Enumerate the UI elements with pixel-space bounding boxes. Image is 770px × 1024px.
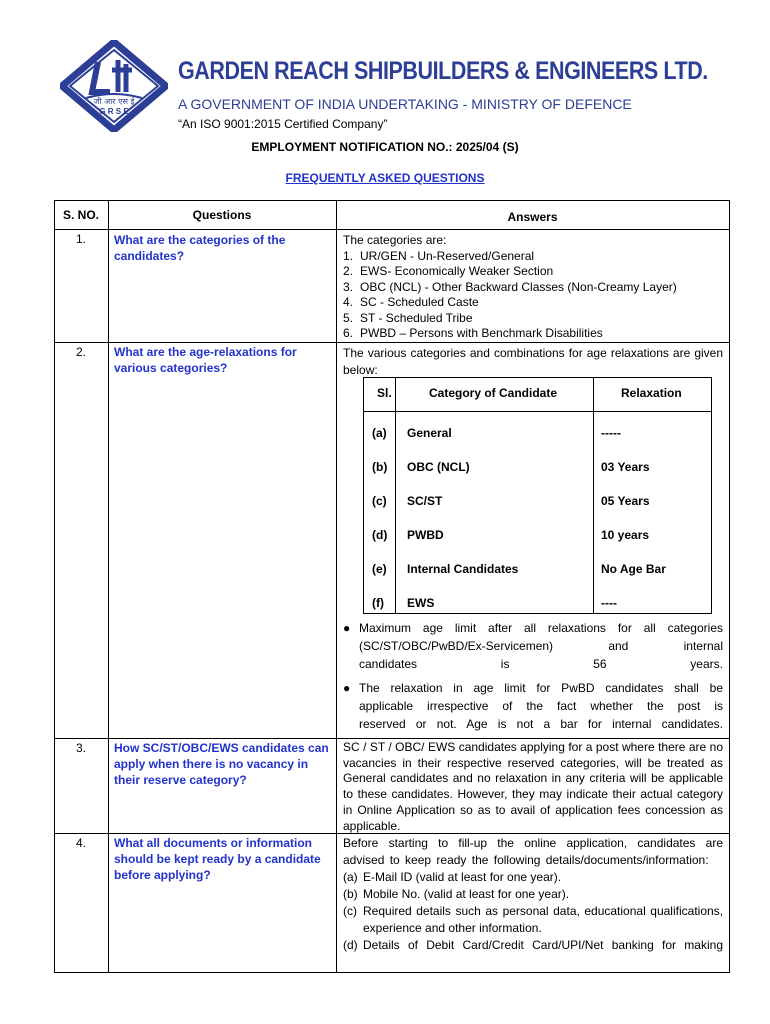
grse-logo <box>60 40 168 132</box>
row-1-answer <box>343 233 723 342</box>
row-1-sno: 1. <box>75 232 86 246</box>
relax-header-category: Category of Candidate <box>429 386 558 400</box>
table-row: 03 Years <box>601 460 650 474</box>
row-3-sno: 3. <box>75 741 86 755</box>
table-row: (d) <box>372 528 388 542</box>
list-item: 5. ST - Scheduled Tribe <box>343 310 473 325</box>
header-questions: Questions <box>192 208 252 222</box>
bullet-icon: ● <box>343 681 351 695</box>
table-row: (a) <box>372 426 387 440</box>
table-row: General <box>407 426 452 440</box>
table-row: (b) <box>372 460 388 474</box>
relax-header-relaxation: Relaxation <box>621 386 682 400</box>
table-row: (f) <box>372 596 384 610</box>
list-item: 3. OBC (NCL) - Other Backward Classes (Non-Creamy Layer) <box>343 279 677 294</box>
list-item: 6. PWBD – Persons with Benchmark Disabilities <box>343 326 603 340</box>
row-2-question: What are the age-relaxations for various categories? <box>114 345 297 375</box>
table-row: ---- <box>601 596 617 610</box>
table-row: 10 years <box>601 528 650 542</box>
table-row: PWBD <box>407 528 444 542</box>
header-answers: Answers <box>507 210 558 224</box>
table-row: SC/ST <box>407 494 443 508</box>
row-2-answer-intro: The various categories and combinations for age relaxations are given below: <box>343 346 723 377</box>
list-item: (b) Mobile No. (valid at least for one year). <box>343 887 570 901</box>
table-row: No Age Bar <box>601 562 666 576</box>
table-row: (e) <box>372 562 387 576</box>
table-row: 05 Years <box>601 494 650 508</box>
list-item: (c) Required details such as personal data, educational qualifications, experience and other information. <box>343 904 723 935</box>
row-4-answer <box>343 835 723 954</box>
table-row: OBC (NCL) <box>407 460 470 474</box>
table-row: ----- <box>601 426 621 440</box>
documents-list <box>343 869 723 954</box>
row-4-sno: 4. <box>75 836 86 850</box>
list-item: (a) E-Mail ID (valid at least for one year). <box>343 870 562 884</box>
row-3-answer: SC / ST / OBC/ EWS candidates applying for a post where there are no vacancies in their respective reserved categories, will be treated as General candidates and no relaxation in any criteria will be applicable to these candidates. However, they may indicate their actual category in Online Application so as to avail of application fees concession as applicable. <box>343 740 723 833</box>
svg-text:जी आर एस ई: जी आर एस ई <box>93 97 135 106</box>
row-4-question: What all documents or information should be kept ready by a candidate before applying? <box>114 836 321 882</box>
list-item: 4. SC - Scheduled Caste <box>343 295 479 309</box>
list-item: 1. UR/GEN - Un-Reserved/General <box>343 248 535 263</box>
iso-certification: “An ISO 9001:2015 Certified Company” <box>178 117 388 131</box>
pwbd-relaxation-bullet: ● The relaxation in age limit for PwBD candidates shall be applicable irrespective of the fact whether the post is reserved or not. Age is not a bar for internal candidates. <box>343 681 723 731</box>
row-3-question: How SC/ST/OBC/EWS candidates can apply when there is no vacancy in their reserve category? <box>114 741 329 787</box>
list-item: (d) Details of Debit Card/Credit Card/UPI/Net banking for making <box>343 938 723 952</box>
notification-number: EMPLOYMENT NOTIFICATION NO.: 2025/04 (S) <box>251 140 519 154</box>
header-sno: S. NO. <box>62 208 99 222</box>
table-row: EWS <box>407 596 435 610</box>
relax-header-sl: Sl. <box>377 386 392 400</box>
table-row: (c) <box>372 494 387 508</box>
row-1-answer-intro: The categories are: <box>343 233 447 247</box>
org-subtitle: A GOVERNMENT OF INDIA UNDERTAKING - MINISTRY OF DEFENCE <box>178 96 632 112</box>
age-limit-bullet: ● Maximum age limit after all relaxations for all categories (SC/ST/OBC/PwBD/Ex-Servicemen) and internal candidates is 56 years. <box>343 621 723 671</box>
faq-title: FREQUENTLY ASKED QUESTIONS <box>285 171 485 185</box>
svg-text:G R S E: G R S E <box>99 107 129 116</box>
org-name: GARDEN REACH SHIPBUILDERS & ENGINEERS LTD. <box>178 57 708 85</box>
category-list <box>343 249 723 342</box>
row-1-question: What are the categories of the candidates? <box>114 233 286 263</box>
row-2-sno: 2. <box>75 345 86 359</box>
list-item: 2. EWS- Economically Weaker Section <box>343 264 554 278</box>
row-4-answer-intro: Before starting to fill-up the online application, candidates are advised to keep ready the following details/documents/information: <box>343 836 723 867</box>
table-row: Internal Candidates <box>407 562 519 576</box>
bullet-icon: ● <box>343 621 351 635</box>
